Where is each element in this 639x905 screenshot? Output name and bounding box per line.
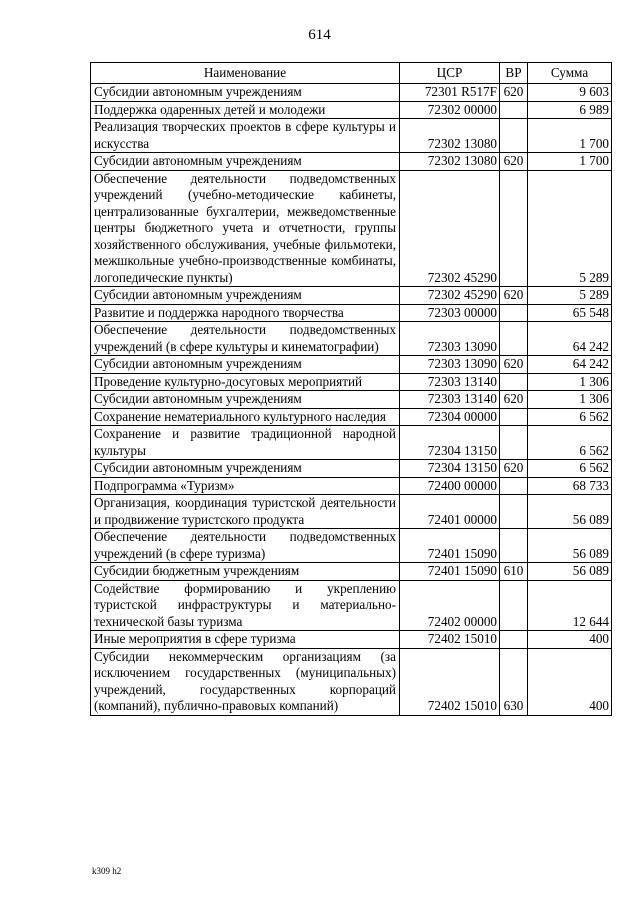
cell-code: 72301 R517F (400, 84, 500, 102)
cell-sum: 6 562 (528, 408, 612, 426)
cell-code: 72402 15010 (400, 648, 500, 715)
cell-name: Субсидии автономным учреждениям (91, 356, 400, 374)
cell-name: Субсидии бюджетным учреждениям (91, 563, 400, 581)
cell-name: Подпрограмма «Туризм» (91, 477, 400, 495)
cell-code: 72302 00000 (400, 101, 500, 119)
cell-vr (500, 101, 528, 119)
cell-code: 72401 15090 (400, 563, 500, 581)
cell-vr: 630 (500, 648, 528, 715)
table-row (91, 495, 612, 529)
footer-code: k309 h2 (92, 866, 122, 876)
table-row (91, 153, 612, 171)
header-vr: ВР (500, 63, 528, 84)
cell-sum: 6 989 (528, 101, 612, 119)
table-row (91, 119, 612, 153)
cell-code: 72302 45290 (400, 170, 500, 287)
table-row (91, 580, 612, 631)
table-row (91, 356, 612, 374)
cell-name: Субсидии автономным учреждениям (91, 153, 400, 171)
cell-name: Субсидии автономным учреждениям (91, 460, 400, 478)
cell-name: Содействие формированию и укреплению туристской инфраструктуры и материально-технической базы туризма (91, 580, 400, 631)
page-number: 614 (308, 27, 331, 43)
header-name: Наименование (91, 63, 400, 84)
cell-sum: 5 289 (528, 287, 612, 305)
table-row (91, 322, 612, 356)
cell-name: Реализация творческих проектов в сфере культуры и искусства (91, 119, 400, 153)
cell-vr: 620 (500, 391, 528, 409)
cell-sum: 64 242 (528, 322, 612, 356)
cell-vr: 620 (500, 287, 528, 305)
cell-vr (500, 119, 528, 153)
cell-vr (500, 408, 528, 426)
cell-name: Обеспечение деятельности подведомственных учреждений (в сфере туризма) (91, 529, 400, 563)
cell-sum: 12 644 (528, 580, 612, 631)
cell-sum: 5 289 (528, 170, 612, 287)
cell-code: 72303 13140 (400, 391, 500, 409)
cell-vr (500, 304, 528, 322)
cell-code: 72304 13150 (400, 426, 500, 460)
cell-sum: 400 (528, 648, 612, 715)
table-row (91, 101, 612, 119)
cell-sum: 9 603 (528, 84, 612, 102)
cell-sum: 64 242 (528, 356, 612, 374)
cell-vr (500, 322, 528, 356)
cell-code: 72402 00000 (400, 580, 500, 631)
cell-name: Организация, координация туристской деятельности и продвижение туристского продукта (91, 495, 400, 529)
cell-sum: 1 700 (528, 153, 612, 171)
cell-sum: 400 (528, 631, 612, 649)
cell-vr (500, 373, 528, 391)
budget-table (90, 62, 612, 716)
cell-vr: 620 (500, 356, 528, 374)
table-body (91, 84, 612, 716)
cell-vr (500, 495, 528, 529)
cell-name: Проведение культурно-досуговых мероприятий (91, 373, 400, 391)
table-row (91, 84, 612, 102)
cell-code: 72303 13090 (400, 356, 500, 374)
cell-sum: 56 089 (528, 563, 612, 581)
cell-code: 72402 15010 (400, 631, 500, 649)
table-row (91, 304, 612, 322)
table-row (91, 563, 612, 581)
cell-code: 72304 00000 (400, 408, 500, 426)
table-row (91, 373, 612, 391)
cell-code: 72302 45290 (400, 287, 500, 305)
table-row (91, 408, 612, 426)
cell-vr (500, 631, 528, 649)
table-row (91, 477, 612, 495)
table-row (91, 529, 612, 563)
cell-sum: 1 306 (528, 373, 612, 391)
table-row (91, 631, 612, 649)
cell-vr (500, 426, 528, 460)
cell-name: Сохранение и развитие традиционной народной культуры (91, 426, 400, 460)
cell-sum: 1 700 (528, 119, 612, 153)
table-row (91, 170, 612, 287)
cell-sum: 68 733 (528, 477, 612, 495)
table-row (91, 648, 612, 715)
cell-name: Поддержка одаренных детей и молодежи (91, 101, 400, 119)
cell-name: Субсидии автономным учреждениям (91, 391, 400, 409)
cell-name: Субсидии автономным учреждениям (91, 84, 400, 102)
cell-name: Иные мероприятия в сфере туризма (91, 631, 400, 649)
cell-vr (500, 477, 528, 495)
table-header-row (91, 63, 612, 84)
cell-name: Субсидии автономным учреждениям (91, 287, 400, 305)
table-row (91, 391, 612, 409)
cell-name: Субсидии некоммерческим организациям (за исключением государственных (муниципальных) учреждений, государственных корпораций (компаний), публично-правовых компаний) (91, 648, 400, 715)
cell-vr (500, 529, 528, 563)
cell-vr: 620 (500, 153, 528, 171)
cell-vr: 620 (500, 84, 528, 102)
cell-sum: 56 089 (528, 529, 612, 563)
cell-code: 72401 00000 (400, 495, 500, 529)
cell-sum: 56 089 (528, 495, 612, 529)
cell-code: 72303 13140 (400, 373, 500, 391)
cell-vr (500, 580, 528, 631)
cell-sum: 65 548 (528, 304, 612, 322)
cell-name: Сохранение нематериального культурного наследия (91, 408, 400, 426)
cell-code: 72401 15090 (400, 529, 500, 563)
cell-name: Обеспечение деятельности подведомственных учреждений (учебно-методические кабинеты, централизованные бухгалтерии, межведомственные центры бюджетного учета и отчетности, группы хозяйственного обслуживания, учебные фильмотеки, межшкольные учебно-производственные комбинаты, логопедические пункты) (91, 170, 400, 287)
header-sum: Сумма (528, 63, 612, 84)
cell-vr (500, 170, 528, 287)
header-code: ЦСР (400, 63, 500, 84)
cell-code: 72302 13080 (400, 119, 500, 153)
table-row (91, 426, 612, 460)
cell-code: 72303 00000 (400, 304, 500, 322)
cell-code: 72400 00000 (400, 477, 500, 495)
cell-code: 72304 13150 (400, 460, 500, 478)
table-row (91, 460, 612, 478)
table-row (91, 287, 612, 305)
cell-name: Обеспечение деятельности подведомственных учреждений (в сфере культуры и кинематографии) (91, 322, 400, 356)
cell-vr: 620 (500, 460, 528, 478)
cell-code: 72302 13080 (400, 153, 500, 171)
cell-name: Развитие и поддержка народного творчества (91, 304, 400, 322)
cell-sum: 1 306 (528, 391, 612, 409)
cell-vr: 610 (500, 563, 528, 581)
cell-code: 72303 13090 (400, 322, 500, 356)
cell-sum: 6 562 (528, 426, 612, 460)
cell-sum: 6 562 (528, 460, 612, 478)
